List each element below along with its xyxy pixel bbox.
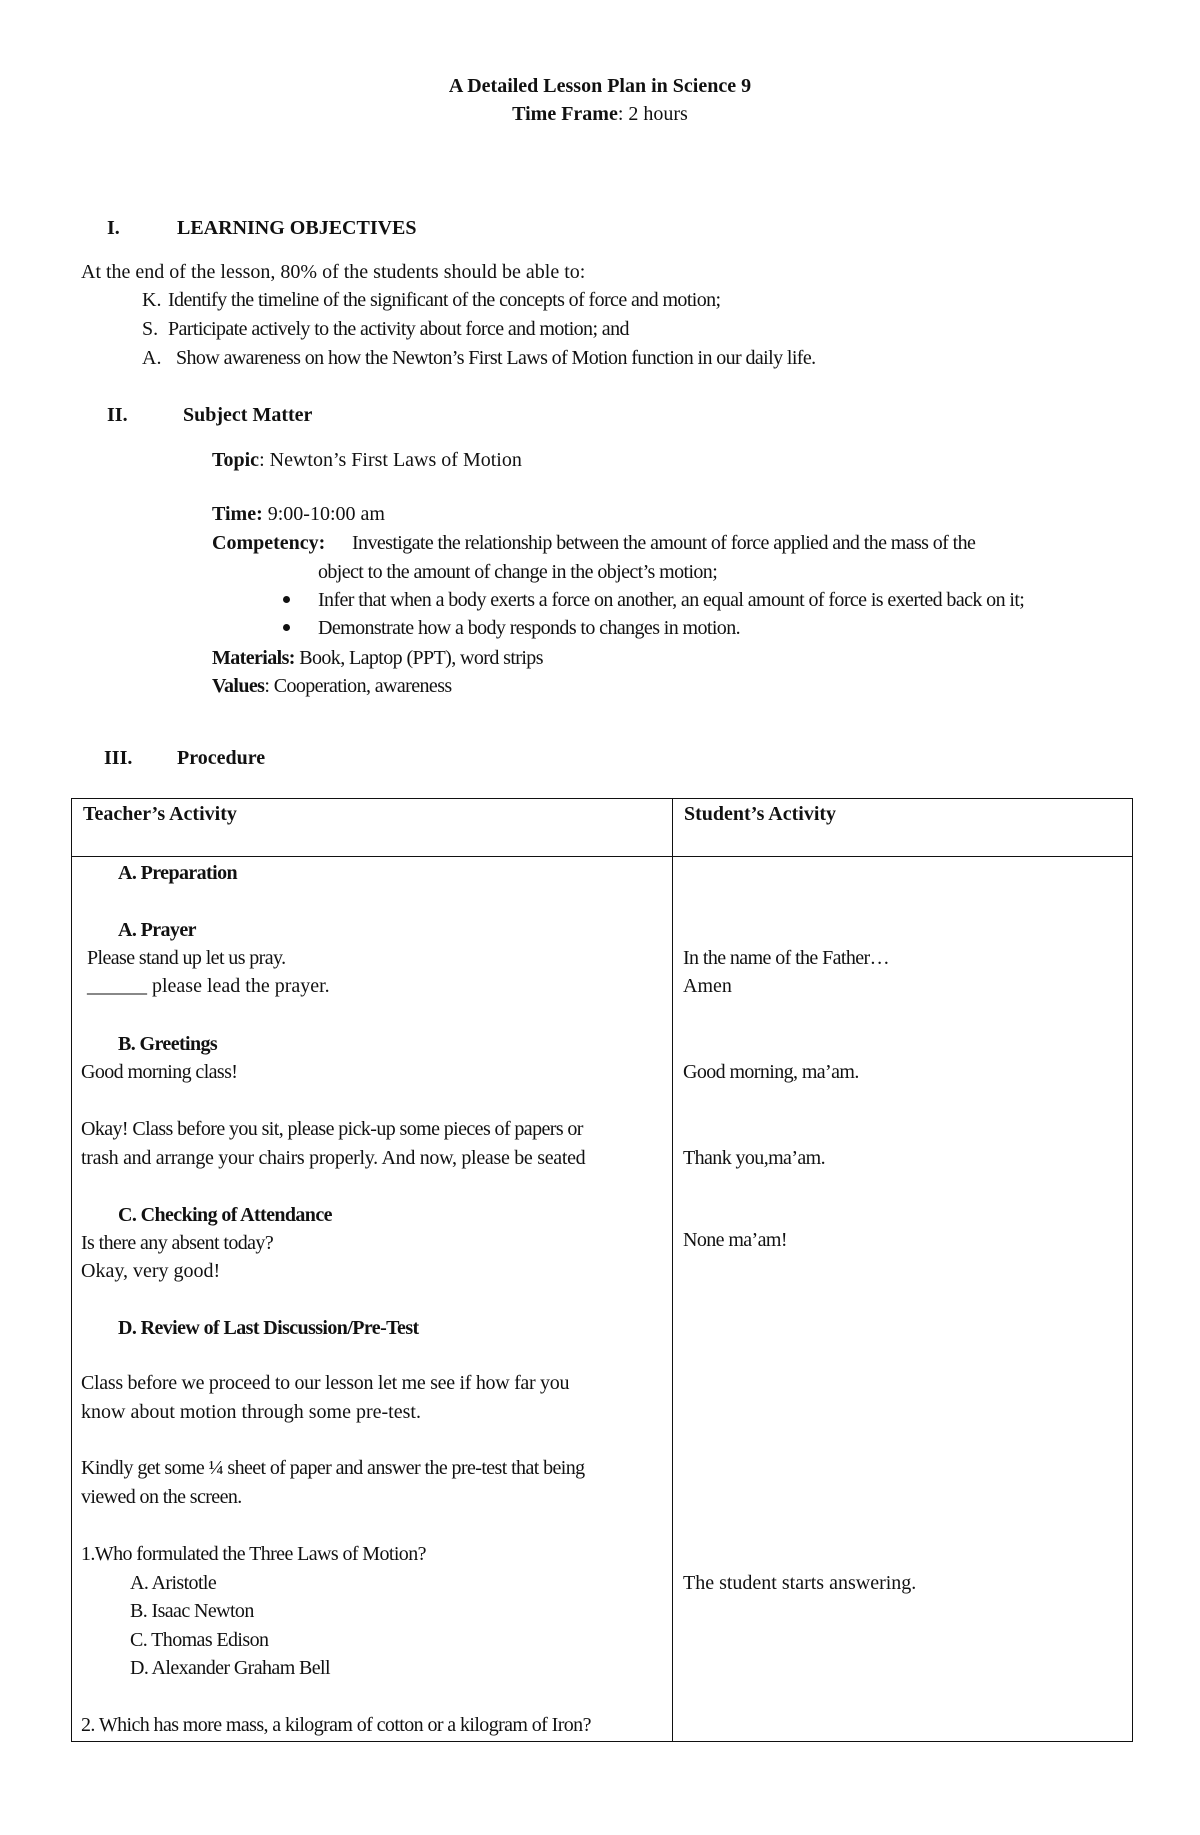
values-value: : Cooperation, awareness: [264, 675, 452, 697]
review-heading: D. Review of Last Discussion/Pre-Test: [118, 1317, 419, 1339]
objective-text-k: Identify the timeline of the significant of the concepts of force and motion;: [168, 289, 721, 311]
objective-letter-k: K.: [142, 289, 162, 311]
col-header-teacher: Teacher’s Activity: [83, 803, 237, 825]
time-frame-value: : 2 hours: [617, 103, 688, 125]
materials-value: Book, Laptop (PPT), word strips: [294, 647, 543, 669]
values-label: Values: [212, 675, 265, 697]
objective-text-s: Participate actively to the activity about force and motion; and: [168, 318, 629, 340]
greetings-line-2: Okay! Class before you sit, please pick-up some pieces of papers or: [81, 1118, 583, 1140]
objective-text-a: Show awareness on how the Newton’s First Laws of Motion function in our daily life.: [176, 347, 816, 369]
competency-line-2: object to the amount of change in the object’s motion;: [318, 561, 718, 583]
time-frame-label: Time Frame: [512, 103, 618, 125]
greetings-heading: B. Greetings: [118, 1033, 218, 1055]
question-1-choice-c: C. Thomas Edison: [130, 1629, 269, 1651]
greetings-line-3: trash and arrange your chairs properly. And now, please be seated: [81, 1147, 586, 1169]
question-1: 1.Who formulated the Three Laws of Motion?: [81, 1543, 426, 1565]
review-line-3: Kindly get some ¼ sheet of paper and answer the pre-test that being: [81, 1457, 585, 1479]
time-value: 9:00-10:00 am: [262, 503, 385, 525]
procedure-numeral: III.: [104, 747, 133, 769]
time-label: Time:: [212, 503, 263, 525]
review-line-4: viewed on the screen.: [81, 1486, 242, 1508]
prayer-line-1: Please stand up let us pray.: [87, 947, 286, 969]
student-prayer-line-1: In the name of the Father…: [683, 947, 889, 969]
review-line-1: Class before we proceed to our lesson let me see if how far you: [81, 1372, 570, 1394]
competency-bullet-2: Demonstrate how a body responds to changes in motion.: [318, 617, 741, 639]
review-line-2: know about motion through some pre-test.: [81, 1401, 421, 1423]
document-title: A Detailed Lesson Plan in Science 9: [448, 75, 752, 97]
procedure-table: [71, 798, 1133, 1742]
objectives-intro: At the end of the lesson, 80% of the students should be able to:: [81, 261, 586, 283]
table-header-divider: [72, 856, 1132, 857]
col-header-student: Student’s Activity: [684, 803, 837, 825]
question-1-choice-b: B. Isaac Newton: [130, 1600, 254, 1622]
student-prayer-line-2: Amen: [683, 975, 732, 997]
subject-numeral: II.: [107, 404, 128, 426]
bullet-icon: [283, 624, 290, 631]
topic-value: : Newton’s First Laws of Motion: [259, 449, 522, 471]
question-1-choice-d: D. Alexander Graham Bell: [130, 1657, 330, 1679]
objectives-heading: LEARNING OBJECTIVES: [177, 217, 417, 239]
time-line: [212, 504, 385, 524]
topic-line: [212, 450, 522, 470]
competency-bullet-1: Infer that when a body exerts a force on another, an equal amount of force is exerted back on it;: [318, 589, 1025, 611]
materials-line: [212, 648, 543, 668]
objective-letter-s: S.: [142, 318, 159, 340]
values-line: [212, 676, 452, 696]
procedure-heading: Procedure: [177, 747, 266, 769]
subject-heading: Subject Matter: [183, 404, 313, 426]
materials-label: Materials:: [212, 647, 295, 669]
objective-letter-a: A.: [142, 347, 162, 369]
student-answering: The student starts answering.: [683, 1572, 917, 1594]
prayer-heading: A. Prayer: [118, 919, 196, 941]
preparation-heading: A. Preparation: [118, 862, 237, 884]
student-greeting-reply: Good morning, ma’am.: [683, 1061, 859, 1083]
table-column-divider: [672, 799, 673, 1741]
attendance-line-1: Is there any absent today?: [81, 1232, 274, 1254]
time-frame: [0, 104, 1200, 124]
competency-label: Competency:: [212, 532, 326, 554]
prayer-line-2: ______ please lead the prayer.: [87, 975, 330, 997]
bullet-icon: [283, 596, 290, 603]
topic-label: Topic: [212, 449, 260, 471]
student-attendance-reply: None ma’am!: [683, 1229, 787, 1251]
student-thanks-reply: Thank you,ma’am.: [683, 1147, 826, 1169]
objectives-numeral: I.: [107, 217, 120, 239]
attendance-heading: C. Checking of Attendance: [118, 1204, 332, 1226]
attendance-line-2: Okay, very good!: [81, 1260, 221, 1282]
greetings-line-1: Good morning class!: [81, 1061, 238, 1083]
competency-line-1: Investigate the relationship between the amount of force applied and the mass of the: [352, 532, 976, 554]
question-2: 2. Which has more mass, a kilogram of cotton or a kilogram of Iron?: [81, 1714, 591, 1736]
question-1-choice-a: A. Aristotle: [130, 1572, 217, 1594]
